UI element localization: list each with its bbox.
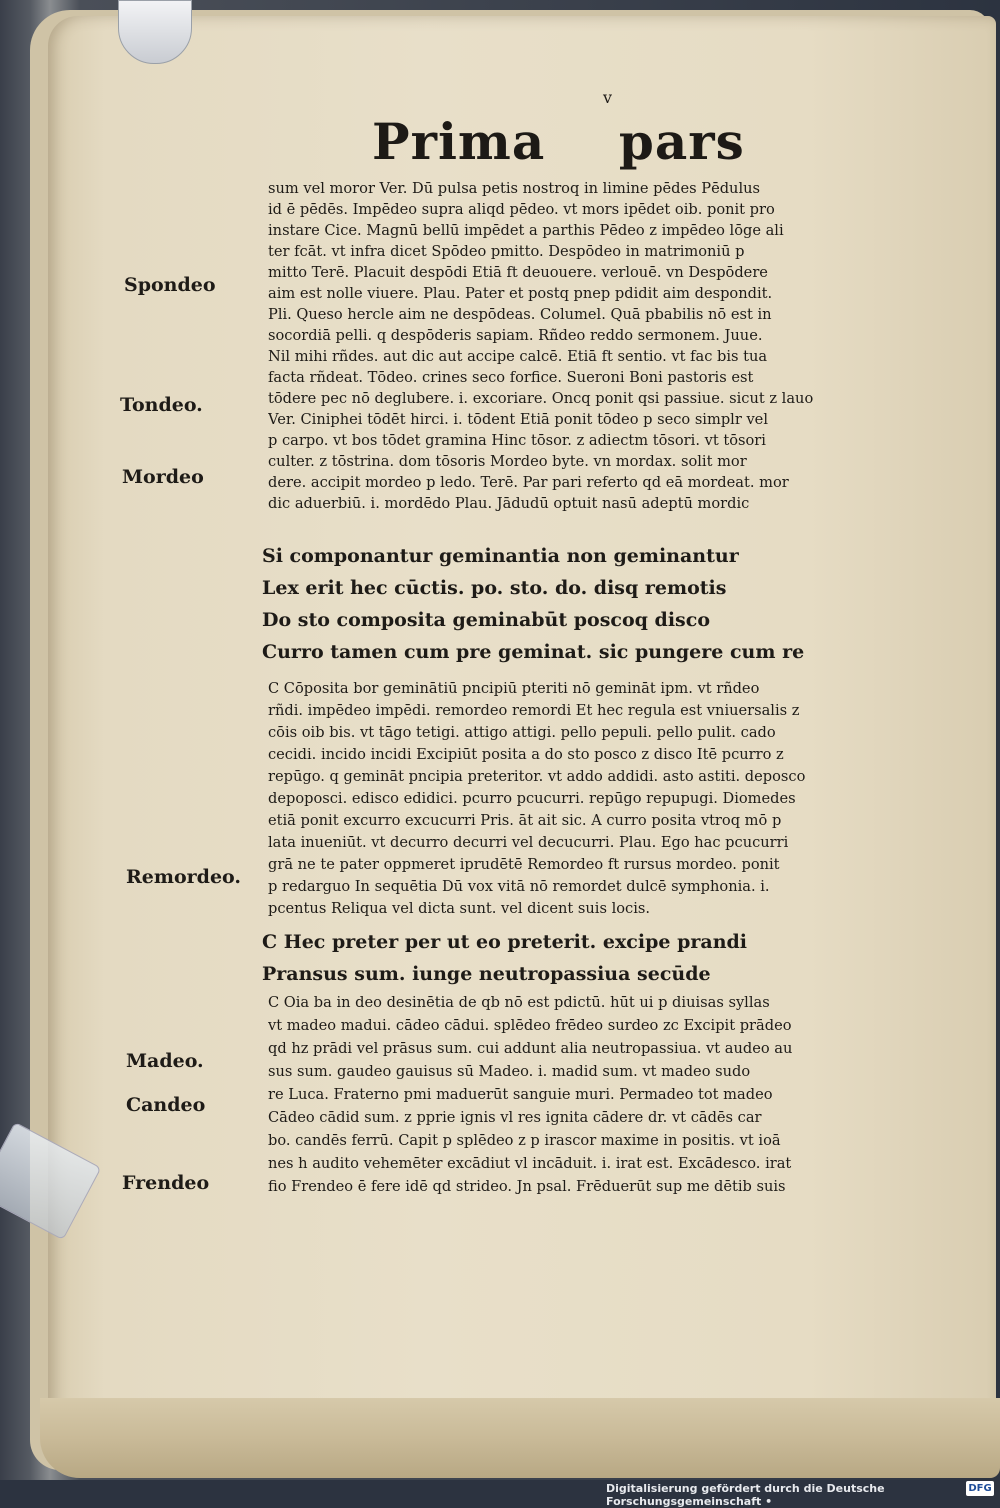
page-bottom-edge <box>40 1398 1000 1478</box>
body-line: re Luca. Fraterno pmi maduerūt sanguie muri. Permadeo tot madeo <box>268 1086 773 1103</box>
margin-word-candeo: Candeo <box>126 1094 206 1116</box>
margin-word-frendeo: Frendeo <box>122 1172 210 1194</box>
body-line: Cādeo cādid sum. z pprie ignis vl res ignita cādere dr. vt cādēs car <box>268 1109 762 1126</box>
margin-word-remordeo: Remordeo. <box>126 866 241 888</box>
body-line: bo. candēs ferrū. Capit p splēdeo z p irascor maxime in positis. vt ioā <box>268 1132 781 1149</box>
body-line: pcentus Reliqua vel dicta sunt. vel dicent suis locis. <box>268 900 651 917</box>
body-line: cecidi. incido incidi Excipiūt posita a do sto posco z disco Itē pcurro z <box>268 746 784 763</box>
body-line: nes h audito vehemēter excādiut vl incāduit. i. irat est. Excādesco. irat <box>268 1155 792 1172</box>
body-line: p carpo. vt bos tōdet gramina Hinc tōsor. z adiectm tōsori. vt tōsori <box>268 432 766 449</box>
body-line: lata inueniūt. vt decurro decurri vel decucurri. Plau. Ego hac pcucurri <box>268 834 789 851</box>
body-line: Pli. Queso hercle aim ne despōdeas. Columel. Quā pbabilis nō est in <box>268 306 772 323</box>
body-line: p redarguo In sequētia Dū vox vitā nō remordet dulcē symphonia. i. <box>268 878 770 895</box>
body-line: culter. z tōstrina. dom tōsoris Mordeo byte. vn mordax. solit mor <box>268 453 747 470</box>
page-mark: v <box>603 88 613 107</box>
body-line: ter fcāt. vt infra dicet Spōdeo pmitto. Despōdeo in matrimoniū p <box>268 243 745 260</box>
body-line: mitto Terē. Placuit despōdi Etiā ft deuouere. verlouē. vn Despōdere <box>268 264 768 281</box>
body-line: instare Cice. Magnū bellū impēdet a parthis Pēdeo z impēdeo lōge ali <box>268 222 784 239</box>
verse-line: Curro tamen cum pre geminat. sic pungere cum re <box>262 641 805 663</box>
verse-line: Lex erit hec cūctis. po. sto. do. disq remotis <box>262 577 727 599</box>
running-header: Prima pars <box>372 112 745 171</box>
body-line: Ver. Ciniphei tōdēt hirci. i. tōdent Etiā ponit tōdeo p seco simplr vel <box>268 411 768 428</box>
body-line: dic aduerbiū. i. mordēdo Plau. Jādudū optuit nasū adeptū mordic <box>268 495 750 512</box>
body-line: etiā ponit excurro excucurri Pris. āt ait sic. A curro posita vtroq mō p <box>268 812 782 829</box>
body-line: C Cōposita bor geminātiū pncipiū pteriti nō gemināt ipm. vt rñdeo <box>268 680 760 697</box>
body-line: sum vel moror Ver. Dū pulsa petis nostroq in limine pēdes Pēdulus <box>268 180 760 197</box>
body-line: depoposci. edisco edidici. pcurro pcucurri. repūgo repupugi. Diomedes <box>268 790 796 807</box>
body-line: id ē pēdēs. Impēdeo supra aliqd pēdeo. vt mors ipēdet oib. ponit pro <box>268 201 775 218</box>
body-line: dere. accipit mordeo p ledo. Terē. Par pari referto qd eā mordeat. mor <box>268 474 789 491</box>
body-line: cōis oib bis. vt tāgo tetigi. attigo attigi. pello pepuli. pello pulit. cado <box>268 724 776 741</box>
body-line: socordiā pelli. q despōderis sapiam. Rñdeo reddo sermonem. Juue. <box>268 327 763 344</box>
dfg-logo[interactable]: DFG <box>966 1481 994 1496</box>
margin-word-spondeo: Spondeo <box>124 274 216 296</box>
verse-line: Pransus sum. iunge neutropassiua secūde <box>262 963 711 985</box>
body-line: C Oia ba in deo desinētia de qb nō est pdictū. hūt ui p diuisas syllas <box>268 994 770 1011</box>
body-line: vt madeo madui. cādeo cādui. splēdeo frēdeo surdeo zc Excipit prādeo <box>268 1017 792 1034</box>
body-line: qd hz prādi vel prāsus sum. cui addunt alia neutropassiua. vt audeo au <box>268 1040 793 1057</box>
margin-word-tondeo: Tondeo. <box>120 394 203 416</box>
body-line: Nil mihi rñdes. aut dic aut accipe calcē. Etiā ft sentio. vt fac bis tua <box>268 348 768 365</box>
margin-word-mordeo: Mordeo <box>122 466 204 488</box>
digitization-credit: Digitalisierung gefördert durch die Deutsche Forschungsgemeinschaft • <box>606 1482 885 1508</box>
verse-line: Si componantur geminantia non geminantur <box>262 545 739 567</box>
body-line: facta rñdeat. Tōdeo. crines seco forfice. Sueroni Boni pastoris est <box>268 369 754 386</box>
body-line: aim est nolle viuere. Plau. Pater et postq pnep pdidit aim despondit. <box>268 285 773 302</box>
verse-line: C Hec preter per ut eo preterit. excipe prandi <box>262 931 748 953</box>
margin-word-madeo: Madeo. <box>126 1050 204 1072</box>
body-line: fio Frendeo ē fere idē qd strideo. Jn psal. Frēduerūt sup me dētib suis <box>268 1178 786 1195</box>
verse-line: Do sto composita geminabūt poscoq disco <box>262 609 710 631</box>
body-line: grā ne te pater oppmeret iprudētē Remordeo ft rursus mordeo. ponit <box>268 856 780 873</box>
body-line: repūgo. q gemināt pncipia preteritor. vt addo addidi. asto astiti. deposco <box>268 768 806 785</box>
body-line: tōdere pec nō deglubere. i. excoriare. Oncq ponit qsi passiue. sicut z lauo <box>268 390 814 407</box>
body-line: sus sum. gaudeo gauisus sū Madeo. i. madid sum. vt madeo sudo <box>268 1063 751 1080</box>
body-line: rñdi. impēdeo impēdi. remordeo remordi Et hec regula est vniuersalis z <box>268 702 800 719</box>
